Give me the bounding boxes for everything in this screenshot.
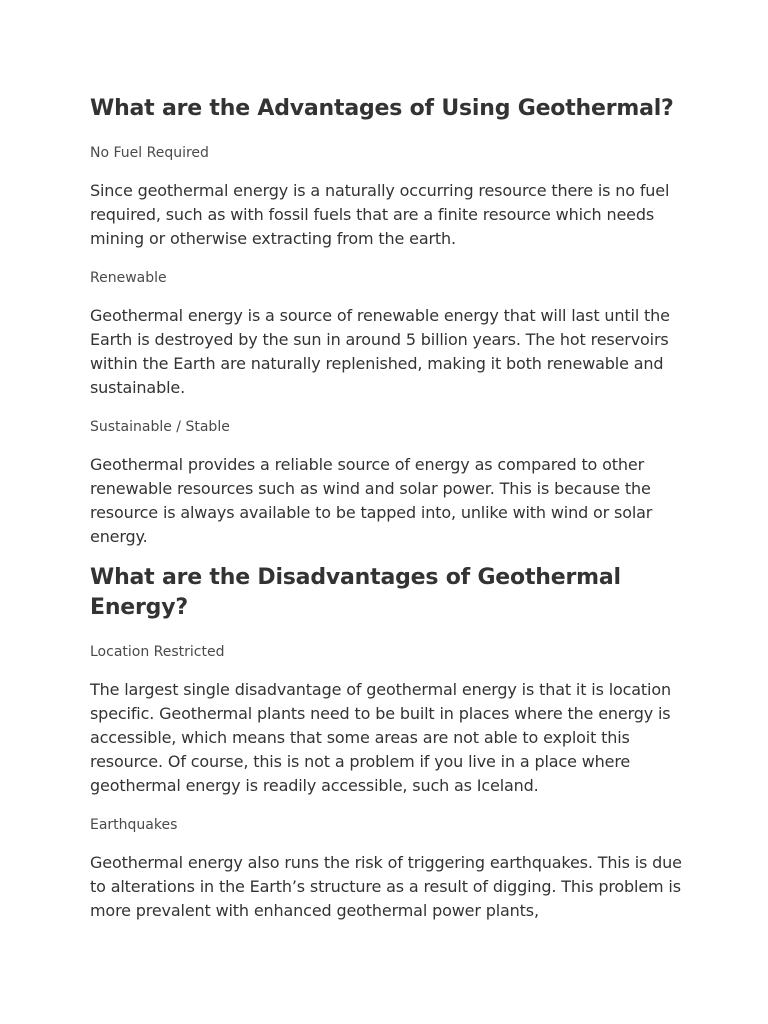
subheading-sustainable-stable: Sustainable / Stable: [90, 419, 230, 435]
subheading-no-fuel-required: No Fuel Required: [90, 145, 209, 161]
subheading-location-restricted: Location Restricted: [90, 644, 225, 660]
advantages-heading: What are the Advantages of Using Geothermal?: [90, 96, 674, 121]
subheading-earthquakes: Earthquakes: [90, 817, 178, 833]
paragraph-location-restricted: The largest single disadvantage of geothermal energy is that it is location specific. Geothermal plants need to be built in places where the energy is accessible, which means that some areas are not able to exploit this resource. Of course, this is not a problem if you live in a place where geothermal energy is readily accessible, such as Iceland.: [90, 680, 671, 795]
paragraph-no-fuel-required: Since geothermal energy is a naturally occurring resource there is no fuel required, such as with fossil fuels that are a finite resource which needs mining or otherwise extracting from the earth.: [90, 181, 670, 248]
paragraph-sustainable-stable: Geothermal provides a reliable source of energy as compared to other renewable resources such as wind and solar power. This is because the resource is always available to be tapped into, unlike with wind or solar energy.: [90, 455, 653, 546]
paragraph-earthquakes: Geothermal energy also runs the risk of triggering earthquakes. This is due to alterations in the Earth’s structure as a result of digging. This problem is more prevalent with enhanced geothermal power plants,: [90, 853, 682, 920]
article-body: [90, 94, 690, 923]
paragraph-renewable: Geothermal energy is a source of renewable energy that will last until the Earth is destroyed by the sun in around 5 billion years. The hot reservoirs within the Earth are naturally replenished, making it both renewable and sustainable.: [90, 306, 670, 397]
subheading-renewable: Renewable: [90, 270, 167, 286]
disadvantages-heading: What are the Disadvantages of Geothermal Energy?: [90, 565, 621, 620]
